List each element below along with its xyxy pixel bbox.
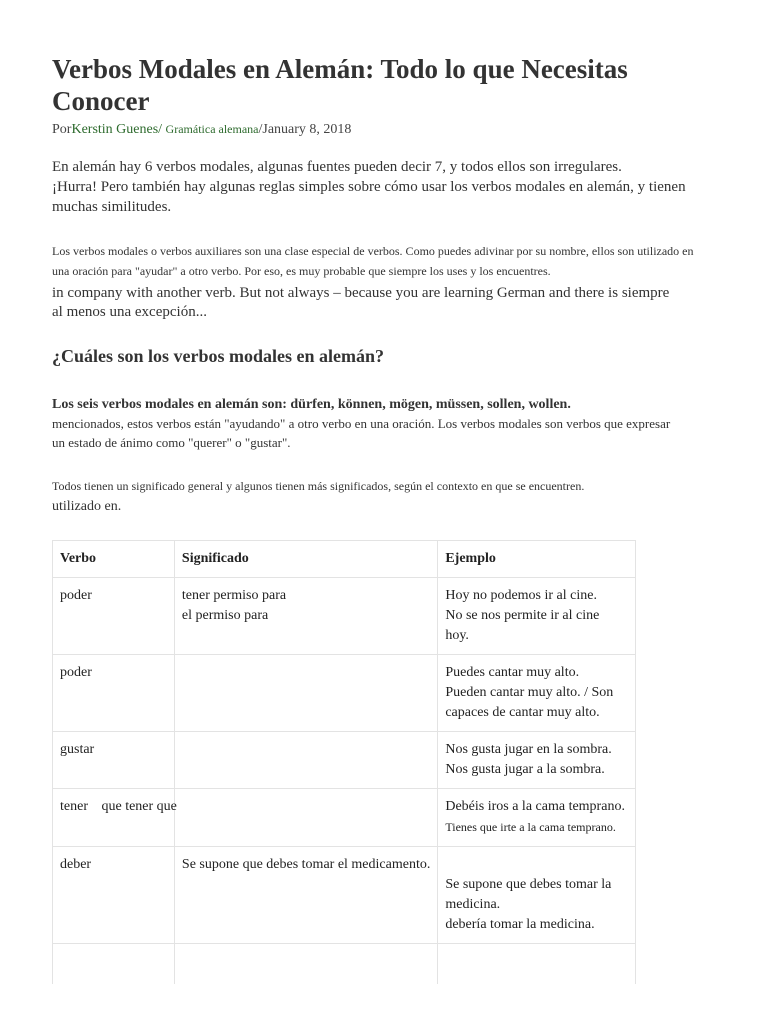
cell-example xyxy=(438,732,636,789)
cell-verb xyxy=(53,944,175,985)
example-line: Puedes cantar muy alto. xyxy=(445,665,580,680)
paragraph-six-verbs xyxy=(52,394,682,452)
paragraph-meanings xyxy=(52,476,692,517)
meta-separator: / xyxy=(258,122,263,137)
table-row xyxy=(53,789,636,847)
cell-meaning xyxy=(174,944,437,985)
article-meta xyxy=(52,122,351,138)
cell-verb: deber xyxy=(53,847,175,944)
cell-meaning xyxy=(174,655,437,732)
meaning-line: tener permiso para xyxy=(181,588,287,603)
example-line: No se nos permite ir al cine xyxy=(445,608,600,623)
table-row xyxy=(53,847,636,944)
cell-example xyxy=(438,789,636,847)
cell-meaning xyxy=(174,732,437,789)
example-line: debería tomar la medicina. xyxy=(445,917,595,932)
paragraph-company: in company with another verb. But not always – because you are learning German and there is siempre al menos una excepción... xyxy=(52,285,670,320)
cell-verb: gustar xyxy=(53,732,175,789)
cell-verb xyxy=(53,789,175,847)
example-line: Se supone que debes tomar la medicina. xyxy=(445,877,612,912)
byline-prefix: Por xyxy=(52,122,72,137)
intro-paragraph xyxy=(52,157,692,217)
example-line: Nos gusta jugar en la sombra. xyxy=(445,742,612,757)
cell-verb: poder xyxy=(53,655,175,732)
meanings-big: utilizado en. xyxy=(52,499,122,514)
meaning-line: que tener que xyxy=(101,799,177,814)
category-link[interactable]: Gramática alemana xyxy=(165,122,259,136)
verb-text: tener xyxy=(60,799,88,814)
six-verbs-bold: Los seis verbos modales en alemán son: dürfen, können, mögen, müssen, sollen, wollen. xyxy=(52,397,571,412)
meaning-line: Se supone que debes tomar el medicamento. xyxy=(181,857,431,872)
example-line: Pueden cantar muy alto. / Son capaces de cantar muy alto. xyxy=(445,685,614,720)
table-row xyxy=(53,655,636,732)
article-date: January 8, 2018 xyxy=(262,122,352,137)
meanings-small: Todos tienen un significado general y algunos tienen más significados, según el contexto en que se encuentren. xyxy=(52,479,585,493)
example-line: Nos gusta jugar a la sombra. xyxy=(445,762,605,777)
cell-verb: poder xyxy=(53,578,175,655)
cell-example xyxy=(438,578,636,655)
table-row xyxy=(53,944,636,985)
section-heading: ¿Cuáles son los verbos modales en alemán? xyxy=(52,346,385,366)
table-row xyxy=(53,732,636,789)
six-verbs-rest: mencionados, estos verbos están "ayudando" a otro verbo en una oración. Los verbos modales son verbos que expresar un estado de ánimo como "querer" o "gustar". xyxy=(52,416,671,450)
column-header-example: Ejemplo xyxy=(438,541,636,578)
meaning-line: el permiso para xyxy=(181,608,269,623)
cell-example xyxy=(438,847,636,944)
meta-separator: / xyxy=(158,122,166,137)
example-line: Tienes que irte a la cama temprano. xyxy=(445,820,616,834)
cell-meaning xyxy=(174,847,437,944)
column-header-verb: Verbo xyxy=(53,541,175,578)
cell-meaning xyxy=(174,789,437,847)
paragraph-auxiliary: Los verbos modales o verbos auxiliares son una clase especial de verbos. Como puedes adivinar por su nombre, ellos son utilizado en una oración para "ayudar" a otro verbo. Por eso, es muy probable que siempre los uses y los encuentres. xyxy=(52,244,694,278)
intro-line-1: En alemán hay 6 verbos modales, algunas fuentes pueden decir 7, y todos ellos son irregulares. xyxy=(52,159,622,175)
cell-meaning xyxy=(174,578,437,655)
intro-line-2: ¡Hurra! Pero también hay algunas reglas simples sobre cómo usar los verbos modales en alemán, y tienen muchas similitudes. xyxy=(52,179,686,215)
table-header-row xyxy=(53,541,636,578)
author-link[interactable]: Kerstin Guenes xyxy=(71,122,159,137)
example-line: Debéis iros a la cama temprano. xyxy=(445,799,625,814)
column-header-meaning: Significado xyxy=(174,541,437,578)
example-line: Hoy no podemos ir al cine. xyxy=(445,588,597,603)
page-title: Verbos Modales en Alemán: Todo lo que Necesitas Conocer xyxy=(52,54,628,116)
example-line: hoy. xyxy=(445,628,469,643)
table-row xyxy=(53,578,636,655)
cell-example xyxy=(438,944,636,985)
cell-example xyxy=(438,655,636,732)
modal-verbs-table xyxy=(52,540,636,984)
